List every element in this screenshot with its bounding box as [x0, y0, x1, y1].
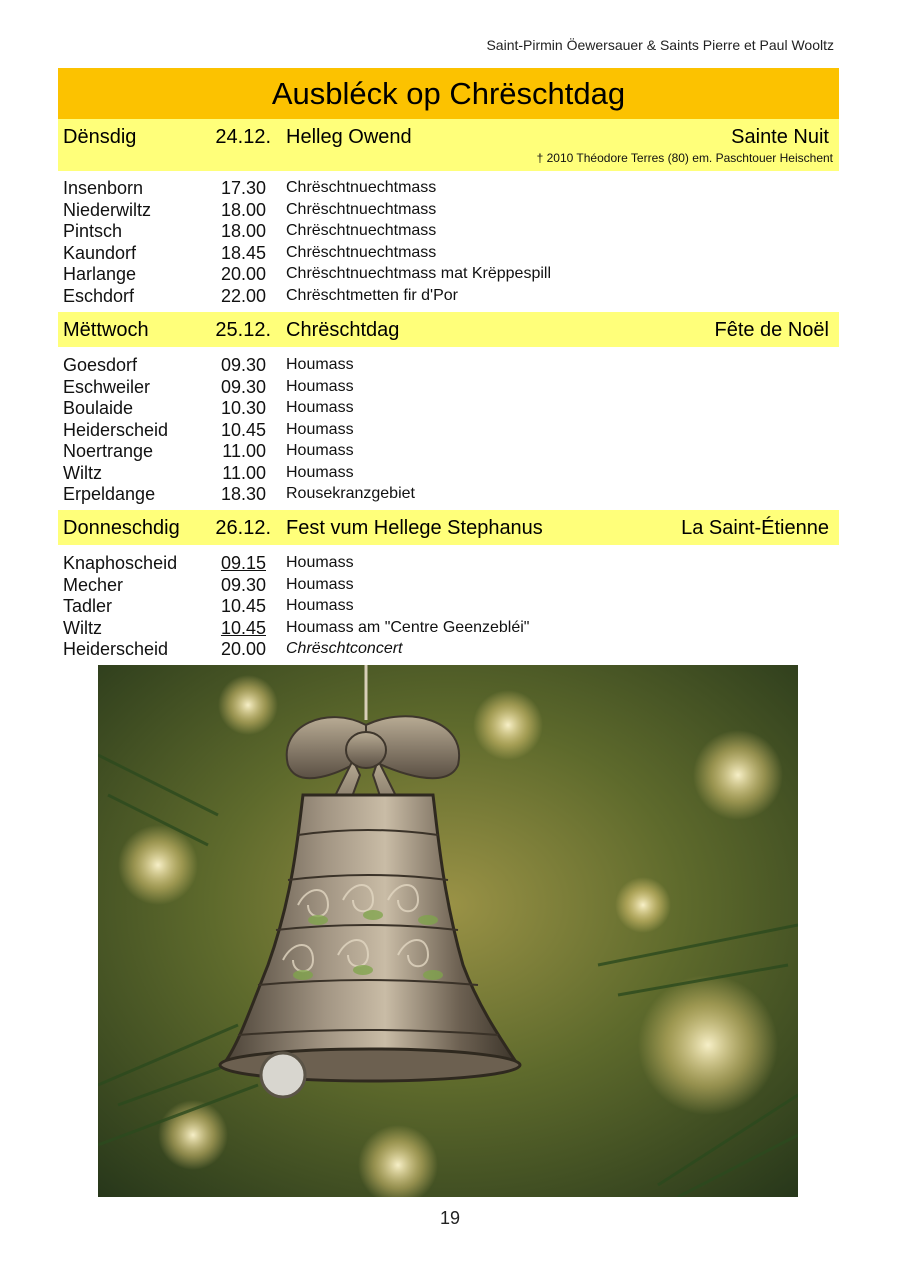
- service-place: Boulaide: [63, 398, 134, 418]
- service-time: 18.30: [220, 484, 266, 504]
- list-item: [58, 463, 839, 485]
- service-place: Tadler: [63, 596, 113, 616]
- page-number: 19: [439, 1208, 461, 1228]
- day-name: Mëttwoch: [63, 319, 149, 341]
- service-place: Eschdorf: [63, 285, 135, 306]
- service-place: Erpeldange: [63, 484, 156, 504]
- service-list-tuesday: [58, 178, 839, 307]
- service-time: 11.00: [222, 441, 266, 461]
- service-time: 10.45: [220, 617, 266, 638]
- list-item: [58, 639, 839, 661]
- service-event: Chrëschtconcert: [286, 640, 403, 657]
- service-time: 18.00: [220, 221, 266, 241]
- feast-name: Fest vum Hellege Stephanus: [286, 517, 543, 539]
- service-time: 17.30: [220, 178, 266, 198]
- list-item: [58, 441, 839, 463]
- list-item: [58, 575, 839, 597]
- feast-name-french: La Saint-Étienne: [681, 517, 829, 539]
- service-place: Wiltz: [63, 617, 102, 638]
- service-event: Houmass: [286, 442, 354, 459]
- day-header-thursday: [58, 510, 839, 545]
- service-time: 09.30: [220, 574, 266, 595]
- list-item: [58, 398, 839, 420]
- service-event: Houmass: [286, 399, 354, 416]
- service-place: Insenborn: [63, 178, 144, 198]
- service-time: 22.00: [220, 285, 266, 306]
- service-place: Heiderscheid: [63, 419, 169, 440]
- service-time: 09.15: [220, 553, 266, 573]
- service-time: 18.00: [220, 199, 266, 220]
- service-event: Houmass: [286, 377, 354, 395]
- list-item: [58, 178, 839, 200]
- list-item: [58, 200, 839, 222]
- service-place: Knaphoscheid: [63, 553, 178, 573]
- day-date: 25.12.: [215, 319, 271, 341]
- feast-name-french: Sainte Nuit: [731, 126, 829, 148]
- service-time: 09.30: [220, 355, 266, 375]
- service-event: Chrëschtmetten fir d'Por: [286, 286, 459, 304]
- feast-name: Chrëschtdag: [286, 319, 400, 341]
- service-time: 11.00: [222, 462, 266, 483]
- day-date: 26.12.: [215, 517, 271, 539]
- service-event: Rousekranzgebiet: [286, 485, 415, 502]
- day-header-tuesday: [58, 119, 839, 171]
- service-place: Kaundorf: [63, 242, 137, 263]
- service-place: Mecher: [63, 574, 124, 595]
- service-place: Goesdorf: [63, 355, 138, 375]
- service-place: Niederwiltz: [63, 199, 152, 220]
- service-place: Heiderscheid: [63, 639, 169, 659]
- service-event: Chrëschtnuechtmass: [286, 222, 437, 239]
- feast-name-french: Fête de Noël: [714, 319, 829, 341]
- service-place: Wiltz: [63, 462, 102, 483]
- list-item: [58, 243, 839, 265]
- service-time: 20.00: [220, 264, 266, 284]
- day-header-wednesday: [58, 312, 839, 347]
- list-item: [58, 286, 839, 308]
- service-event: Houmass: [286, 575, 354, 593]
- service-time: 10.45: [220, 419, 266, 440]
- list-item: [58, 596, 839, 618]
- service-time: 20.00: [220, 639, 266, 659]
- service-event: Houmass: [286, 420, 354, 438]
- day-name: Dënsdig: [63, 126, 137, 148]
- list-item: [58, 420, 839, 442]
- service-event: Chrëschtnuechtmass mat Krëppespill: [286, 265, 552, 282]
- service-event: Houmass: [286, 463, 354, 481]
- christmas-bell-ornament-photo: [98, 665, 798, 1197]
- list-item: [58, 264, 839, 286]
- day-date: 24.12.: [215, 126, 271, 148]
- service-time: 09.30: [220, 376, 266, 397]
- service-event: Houmass: [286, 597, 354, 614]
- service-event: Chrëschtnuechtmass: [286, 243, 437, 261]
- feast-name: Helleg Owend: [286, 126, 412, 148]
- service-list-thursday: [58, 553, 839, 661]
- page-header: Saint-Pirmin Öewersauer & Saints Pierre et Paul Wooltz: [486, 37, 834, 53]
- service-event: Houmass am "Centre Geenzebléi": [286, 618, 530, 636]
- service-list-wednesday: [58, 355, 839, 506]
- list-item: [58, 377, 839, 399]
- list-item: [58, 618, 839, 640]
- service-place: Harlange: [63, 264, 137, 284]
- service-event: Chrëschtnuechtmass: [286, 179, 437, 196]
- service-place: Noertrange: [63, 441, 154, 461]
- list-item: [58, 484, 839, 506]
- service-time: 18.45: [220, 242, 266, 263]
- list-item: [58, 221, 839, 243]
- service-time: 10.45: [220, 596, 266, 616]
- day-name: Donneschdig: [63, 517, 180, 539]
- list-item: [58, 553, 839, 575]
- service-event: Houmass: [286, 554, 354, 571]
- page-title: Ausbléck op Chrëschtdag: [58, 68, 839, 119]
- service-time: 10.30: [220, 398, 266, 418]
- list-item: [58, 355, 839, 377]
- memorial-note: † 2010 Théodore Terres (80) em. Paschtouer Heischent: [536, 151, 833, 165]
- service-place: Pintsch: [63, 221, 123, 241]
- service-place: Eschweiler: [63, 376, 151, 397]
- service-event: Houmass: [286, 356, 354, 373]
- service-event: Chrëschtnuechtmass: [286, 200, 437, 218]
